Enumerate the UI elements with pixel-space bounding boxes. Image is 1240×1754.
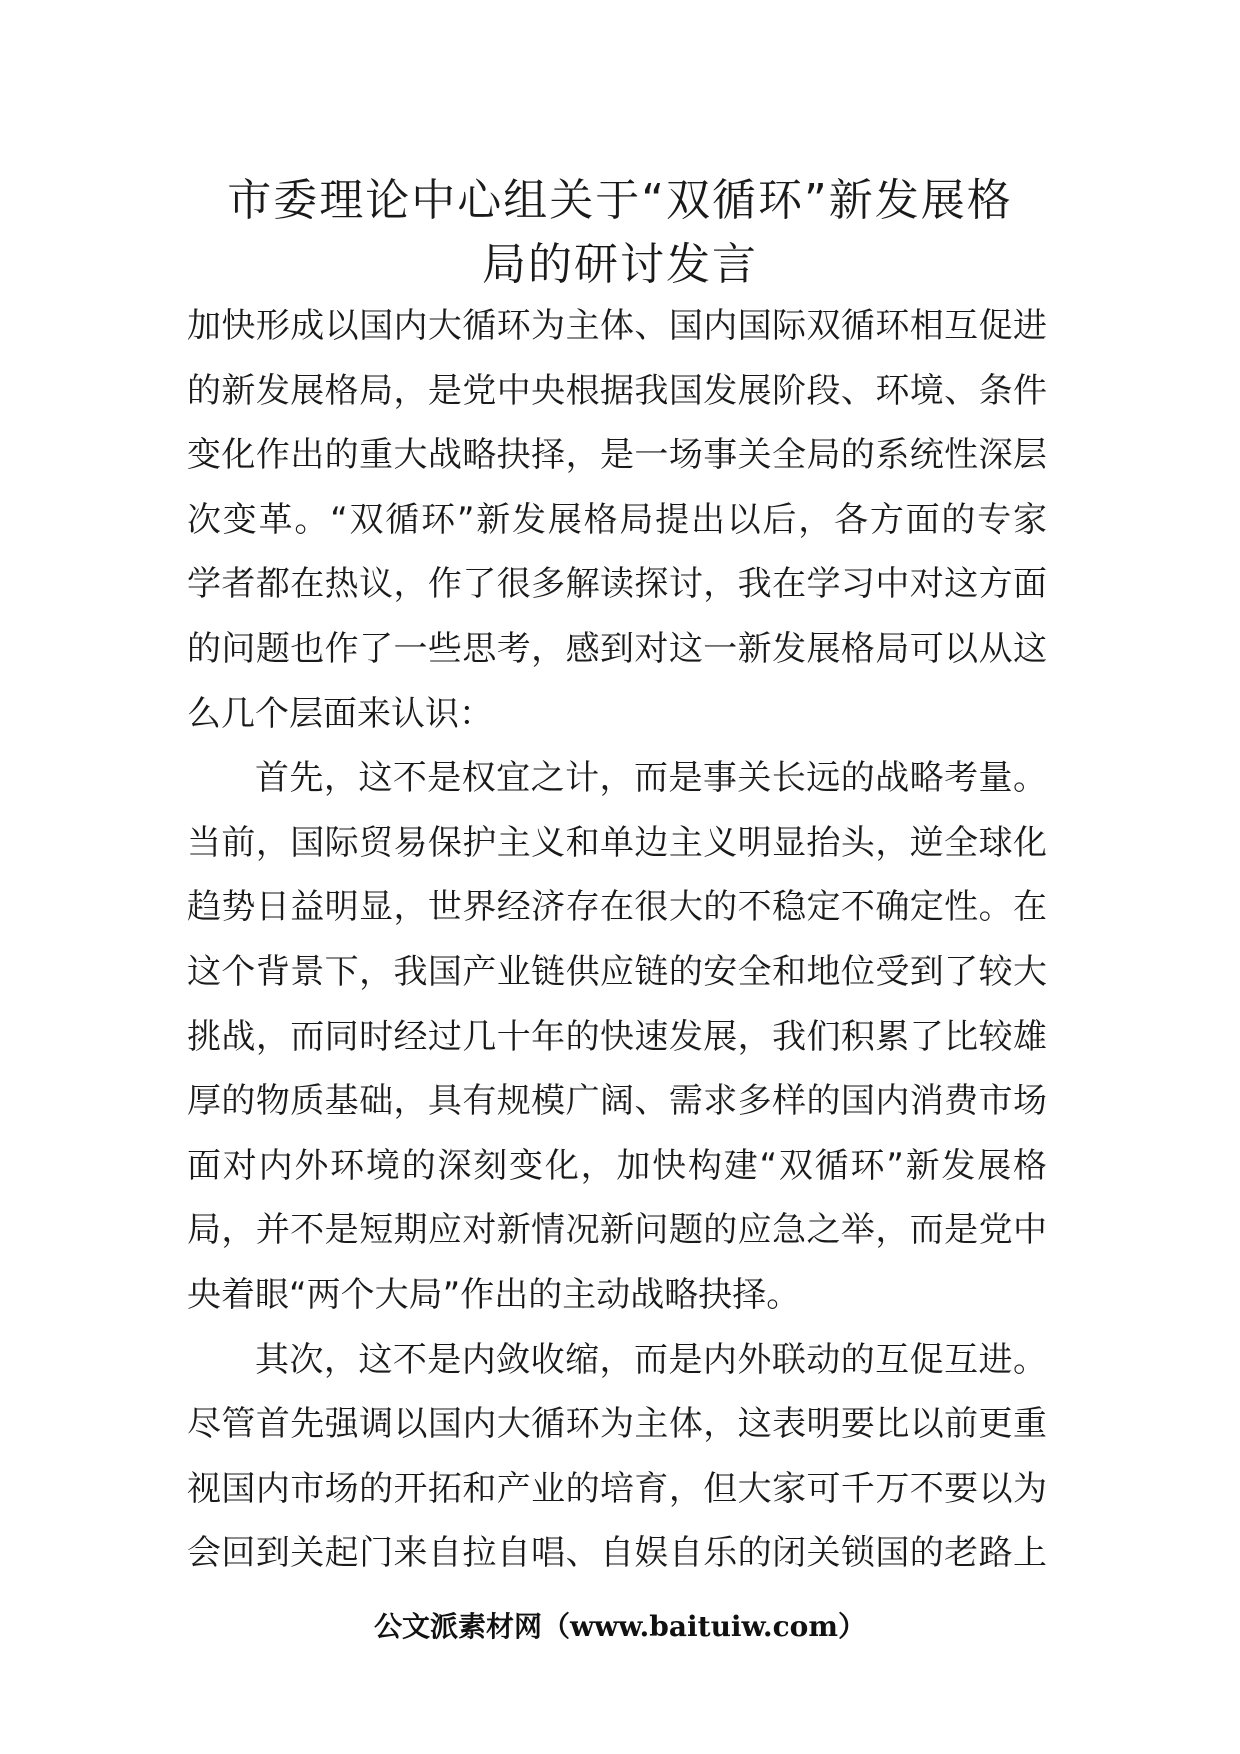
body-line: 变化作出的重大战略抉择，是一场事关全局的系统性深层 — [187, 435, 1047, 476]
body-line: 面对内外环境的深刻变化，加快构建“双循环”新发展格 — [187, 1145, 1047, 1186]
body-line: 的问题也作了一些思考，感到对这一新发展格局可以从这 — [187, 628, 1047, 669]
body-line: 会回到关起门来自拉自唱、自娱自乐的闭关锁国的老路上 — [187, 1533, 1047, 1574]
body-line: 么几个层面来认识： — [187, 693, 493, 734]
body-line: 这个背景下，我国产业链供应链的安全和地位受到了较大 — [187, 951, 1047, 992]
document-body — [187, 294, 1047, 1586]
body-line: 尽管首先强调以国内大循环为主体，这表明要比以前更重 — [187, 1404, 1047, 1445]
body-line: 局，并不是短期应对新情况新问题的应急之举，而是党中 — [187, 1210, 1047, 1251]
body-line: 的新发展格局，是党中央根据我国发展阶段、环境、条件 — [187, 370, 1047, 411]
body-line: 视国内市场的开拓和产业的培育，但大家可千万不要以为 — [187, 1468, 1047, 1509]
body-line: 挑战，而同时经过几十年的快速发展，我们积累了比较雄 — [187, 1016, 1047, 1057]
body-line: 学者都在热议，作了很多解读探讨，我在学习中对这方面 — [187, 564, 1047, 605]
document-title-line-2: 局的研讨发言 — [482, 239, 758, 290]
body-line: 其次，这不是内敛收缩，而是内外联动的互促互进。 — [255, 1339, 1047, 1380]
body-line: 次变革。“双循环”新发展格局提出以后，各方面的专家 — [187, 499, 1047, 540]
body-line: 厚的物质基础，具有规模广阔、需求多样的国内消费市场 — [187, 1081, 1047, 1122]
body-line: 央着眼“两个大局”作出的主动战略抉择。 — [187, 1274, 801, 1315]
body-line: 当前，国际贸易保护主义和单边主义明显抬头，逆全球化 — [187, 822, 1047, 863]
body-line: 趋势日益明显，世界经济存在很大的不稳定不确定性。在 — [187, 887, 1047, 928]
body-line: 首先，这不是权宜之计，而是事关长远的战略考量。 — [255, 758, 1047, 799]
body-line: 加快形成以国内大循环为主体、国内国际双循环相互促进 — [187, 306, 1047, 346]
document-title-line-1: 市委理论中心组关于“双循环”新发展格 — [227, 175, 1013, 226]
footer-watermark: 公文派素材网（www.baituiw.com） — [374, 1610, 866, 1643]
